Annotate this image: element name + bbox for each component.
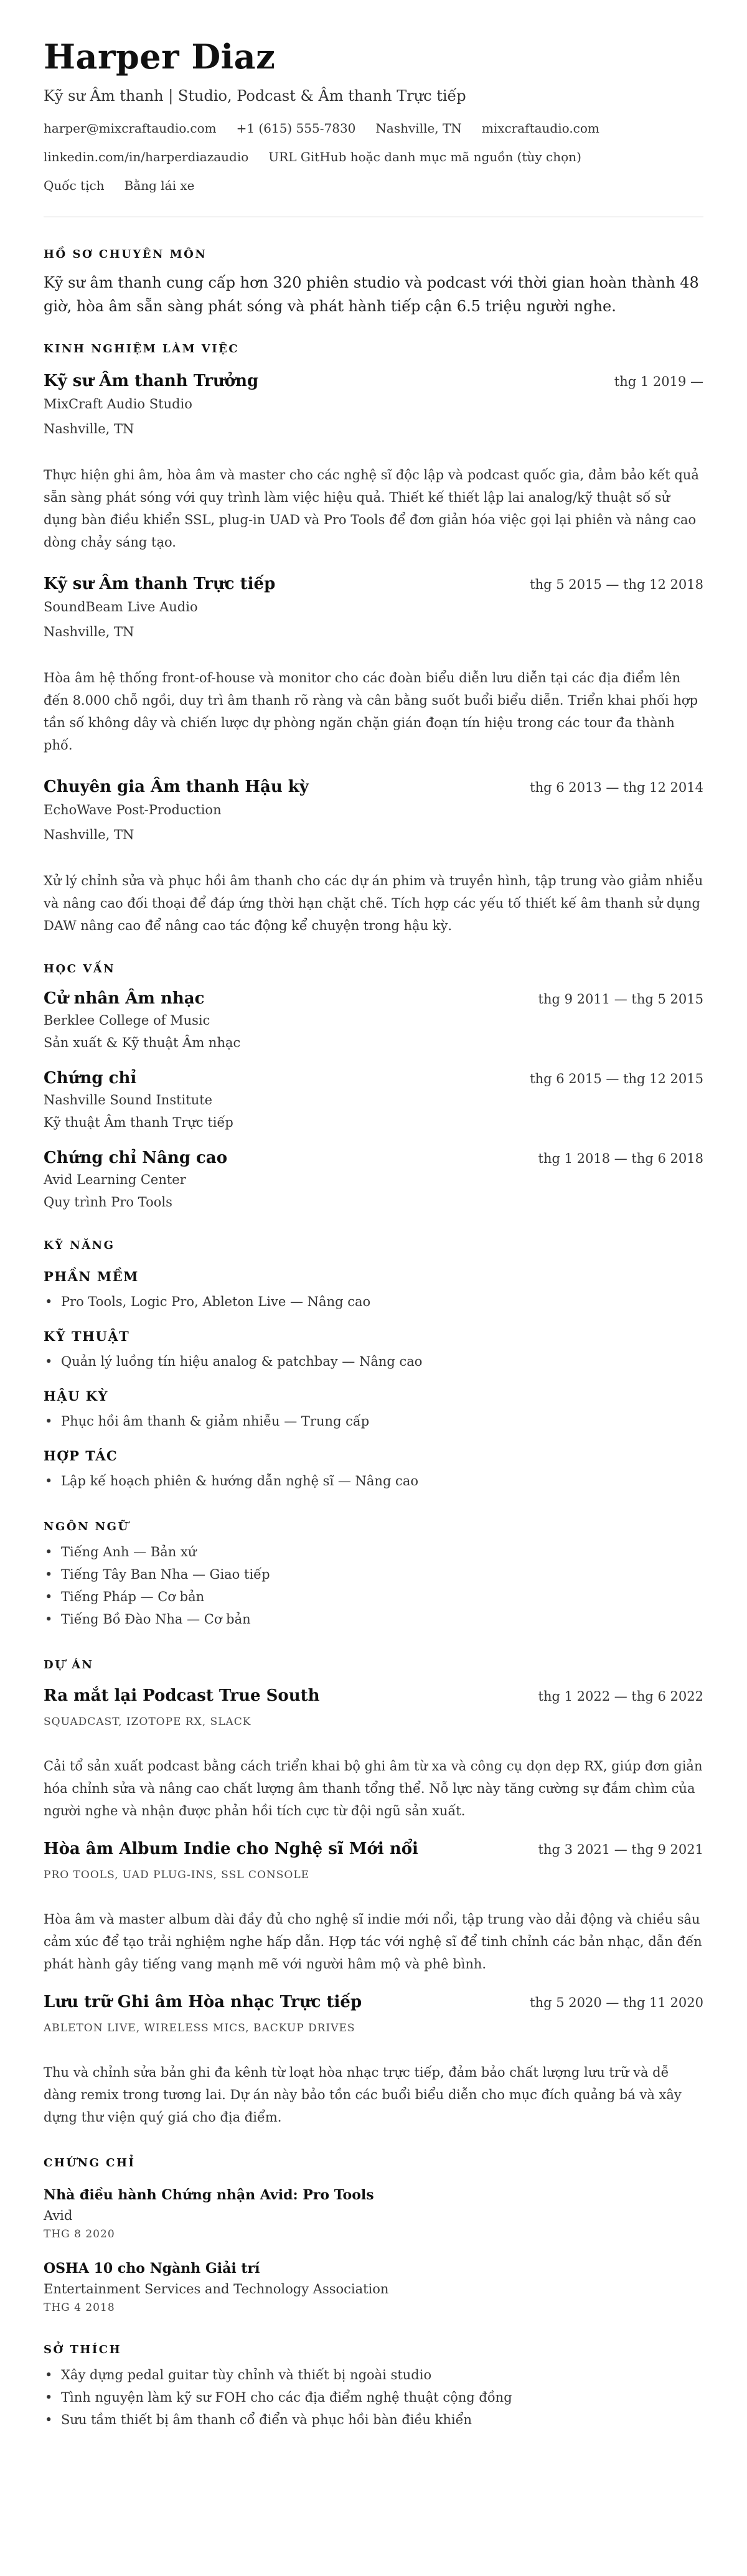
job-dates: thg 1 2019 —	[614, 374, 703, 389]
email-link[interactable]: harper@mixcraftaudio.com	[44, 121, 217, 136]
summary-heading: HỒ SƠ CHUYÊN MÔN	[44, 248, 207, 261]
degree-title: Chứng chỉ Nâng cao	[44, 1149, 228, 1167]
job-description: Thực hiện ghi âm, hòa âm và master cho các nghệ sĩ độc lập và podcast quốc gia, đảm bảo kết quả sẵn sàng phát sóng với quy trình làm việc hiệu quả. Thiết kế thiết lập lai analog/kỹ thuật số sử dụng bàn điều khiển SSL, plug-in UAD và Pro Tools để đơn giản hóa việc gọi lại phiên và nâng cao dòng chảy sáng tạo.	[44, 468, 699, 550]
project-name: Lưu trữ Ghi âm Hòa nhạc Trực tiếp	[44, 1993, 362, 2011]
certification-issuer: Entertainment Services and Technology Association	[44, 2282, 389, 2296]
skill-category: PHẦN MỀM	[44, 1269, 139, 1284]
skill-category: HẬU KỲ	[44, 1388, 109, 1404]
language-item: • Tiếng Bồ Đào Nha — Cơ bản	[44, 1608, 703, 1630]
experience-heading: KINH NGHIỆM LÀM VIỆC	[44, 342, 240, 355]
company-name: EchoWave Post-Production	[44, 802, 222, 817]
skill-item: • Lập kế hoạch phiên & hướng dẫn nghệ sĩ — Nâng cao	[44, 1470, 703, 1492]
certifications-heading: CHỨNG CHỈ	[44, 2156, 136, 2169]
linkedin-link[interactable]: linkedin.com/in/harperdiazaudio	[44, 149, 249, 164]
interests-section	[44, 2343, 703, 2431]
job-location: Nashville, TN	[44, 624, 134, 639]
degree-title: Cử nhân Âm nhạc	[44, 989, 205, 1008]
skill-group	[44, 1328, 703, 1373]
education-entry	[44, 988, 703, 1054]
project-dates: thg 5 2020 — thg 11 2020	[530, 1995, 703, 2010]
skill-item: • Phục hồi âm thanh & giảm nhiễu — Trung cấp	[44, 1410, 703, 1432]
projects-section	[44, 1658, 703, 2128]
project-description: Thu và chỉnh sửa bản ghi đa kênh từ loạt hòa nhạc trực tiếp, đảm bảo chất lượng lưu trữ và dễ dàng remix trong tương lai. Dự án này bảo tồn các buổi biểu diễn cho mục đích quảng bá và xây dựng thư viện quý giá cho địa điểm.	[44, 2065, 682, 2125]
job-description: Xử lý chỉnh sửa và phục hồi âm thanh cho các dự án phim và truyền hình, tập trung vào giảm nhiễu và nâng cao đối thoại để đáp ứng thời hạn chặt chẽ. Tích hợp các yếu tố thiết kế âm thanh sử dụng DAW nâng cao để nâng cao tác động kể chuyện trong hậu kỳ.	[44, 873, 703, 933]
education-section	[44, 962, 703, 1213]
skill-item: • Pro Tools, Logic Pro, Ableton Live — Nâng cao	[44, 1290, 703, 1313]
license-text: Bằng lái xe	[124, 178, 195, 193]
education-entry	[44, 1068, 703, 1134]
field-of-study: Sản xuất & Kỹ thuật Âm nhạc	[44, 1035, 241, 1050]
field-of-study: Quy trình Pro Tools	[44, 1195, 172, 1210]
summary-section	[44, 247, 703, 318]
skills-heading: KỸ NĂNG	[44, 1239, 115, 1252]
nationality-text: Quốc tịch	[44, 178, 105, 193]
project-dates: thg 3 2021 — thg 9 2021	[538, 1842, 703, 1857]
experience-entry	[44, 776, 703, 937]
certification-name: OSHA 10 cho Ngành Giải trí	[44, 2260, 260, 2277]
job-title: Kỹ sư Âm thanh Trưởng	[44, 372, 259, 390]
skill-category: KỸ THUẬT	[44, 1328, 130, 1344]
interests-heading: SỞ THÍCH	[44, 2343, 122, 2356]
education-dates: thg 6 2015 — thg 12 2015	[530, 1071, 703, 1086]
school-name: Avid Learning Center	[44, 1172, 186, 1187]
job-dates: thg 6 2013 — thg 12 2014	[530, 780, 703, 795]
phone-number[interactable]: +1 (615) 555-7830	[236, 121, 356, 136]
language-item: • Tiếng Anh — Bản xứ	[44, 1541, 703, 1563]
summary-text: Kỹ sư âm thanh cung cấp hơn 320 phiên studio và podcast với thời gian hoàn thành 48 giờ, hòa âm sẵn sàng phát sóng và phát hành tiếp cận 6.5 triệu người nghe.	[44, 274, 699, 315]
profile-links-row	[44, 148, 703, 166]
job-title: Kỹ sư Âm thanh Trực tiếp	[44, 575, 276, 593]
education-dates: thg 1 2018 — thg 6 2018	[538, 1151, 703, 1166]
project-description: Hòa âm và master album dài đầy đủ cho nghệ sĩ indie mới nổi, tập trung vào dải động và chiều sâu cảm xúc để tạo trải nghiệm nghe hấp dẫn. Hợp tác với nghệ sĩ để tinh chỉnh các bản nhạc, dẫn đến phát hành gây tiếng vang mạnh mẽ với người hâm mộ và phê bình.	[44, 1912, 702, 1972]
job-title: Chuyên gia Âm thanh Hậu kỳ	[44, 778, 309, 796]
interest-item: • Sưu tầm thiết bị âm thanh cổ điển và phục hồi bàn điều khiển	[44, 2409, 703, 2431]
degree-title: Chứng chỉ	[44, 1069, 137, 1088]
interest-item: • Tình nguyện làm kỹ sư FOH cho các địa điểm nghệ thuật cộng đồng	[44, 2386, 703, 2409]
certifications-section	[44, 2156, 703, 2315]
skill-category: HỢP TÁC	[44, 1448, 118, 1464]
location-text: Nashville, TN	[375, 121, 462, 136]
interest-item: • Xây dựng pedal guitar tùy chỉnh và thiết bị ngoài studio	[44, 2364, 703, 2386]
resume-header	[44, 37, 703, 194]
project-entry	[44, 1838, 703, 1975]
project-tags: SQUADCAST, IZOTOPE RX, SLACK	[44, 1716, 251, 1728]
skill-group	[44, 1447, 703, 1492]
company-name: SoundBeam Live Audio	[44, 599, 198, 614]
education-dates: thg 9 2011 — thg 5 2015	[538, 992, 703, 1007]
experience-entry	[44, 370, 703, 553]
certification-entry	[44, 2186, 703, 2242]
company-name: MixCraft Audio Studio	[44, 397, 192, 411]
project-entry	[44, 1991, 703, 2128]
experience-section	[44, 342, 703, 937]
language-item: • Tiếng Tây Ban Nha — Giao tiếp	[44, 1563, 703, 1586]
field-of-study: Kỹ thuật Âm thanh Trực tiếp	[44, 1115, 233, 1130]
project-entry	[44, 1685, 703, 1822]
education-entry	[44, 1147, 703, 1213]
project-description: Cải tổ sản xuất podcast bằng cách triển khai bộ ghi âm từ xa và công cụ dọn dẹp RX, giúp đơn giản hóa chỉnh sửa và nâng cao chất lượng âm thanh tổng thể. Nỗ lực này tăng cường sự đắm chìm của người nghe và nhận được phản hồi tích cực từ đội ngũ sản xuất.	[44, 1759, 703, 1818]
candidate-headline: Kỹ sư Âm thanh | Studio, Podcast & Âm thanh Trực tiếp	[44, 87, 466, 105]
certification-entry	[44, 2259, 703, 2315]
skills-section	[44, 1238, 703, 1492]
job-location: Nashville, TN	[44, 421, 134, 436]
languages-section	[44, 1520, 703, 1630]
project-tags: ABLETON LIVE, WIRELESS MICS, BACKUP DRIVES	[44, 2022, 355, 2034]
website-link[interactable]: mixcraftaudio.com	[481, 121, 599, 136]
skill-group	[44, 1268, 703, 1313]
contact-row	[44, 120, 703, 137]
certification-name: Nhà điều hành Chứng nhận Avid: Pro Tools	[44, 2187, 374, 2203]
github-link[interactable]: URL GitHub hoặc danh mục mã nguồn (tùy chọn)	[268, 149, 581, 164]
project-name: Hòa âm Album Indie cho Nghệ sĩ Mới nổi	[44, 1840, 418, 1858]
experience-entry	[44, 573, 703, 756]
certification-issuer: Avid	[44, 2208, 73, 2223]
languages-heading: NGÔN NGỮ	[44, 1520, 129, 1533]
projects-heading: DỰ ÁN	[44, 1658, 94, 1671]
skill-item: • Quản lý luồng tín hiệu analog & patchbay — Nâng cao	[44, 1350, 703, 1373]
language-item: • Tiếng Pháp — Cơ bản	[44, 1586, 703, 1608]
project-dates: thg 1 2022 — thg 6 2022	[538, 1689, 703, 1704]
education-heading: HỌC VẤN	[44, 962, 116, 975]
certification-date: THG 4 2018	[44, 2301, 115, 2314]
personal-info-row	[44, 177, 703, 194]
certification-date: THG 8 2020	[44, 2228, 115, 2240]
skill-group	[44, 1388, 703, 1432]
school-name: Berklee College of Music	[44, 1013, 210, 1028]
project-name: Ra mắt lại Podcast True South	[44, 1686, 320, 1705]
job-description: Hòa âm hệ thống front-of-house và monitor cho các đoàn biểu diễn lưu diễn tại các địa điểm lên đến 8.000 chỗ ngồi, duy trì âm thanh rõ ràng và cân bằng suốt buổi biểu diễn. Triển khai phối hợp tần số không dây và chiến lược dự phòng ngăn chặn gián đoạn tín hiệu trong các tour đa thành phố.	[44, 670, 698, 753]
job-dates: thg 5 2015 — thg 12 2018	[530, 577, 703, 592]
job-location: Nashville, TN	[44, 827, 134, 842]
candidate-name: Harper Diaz	[44, 37, 276, 77]
school-name: Nashville Sound Institute	[44, 1093, 213, 1107]
project-tags: PRO TOOLS, UAD PLUG-INS, SSL CONSOLE	[44, 1869, 310, 1881]
